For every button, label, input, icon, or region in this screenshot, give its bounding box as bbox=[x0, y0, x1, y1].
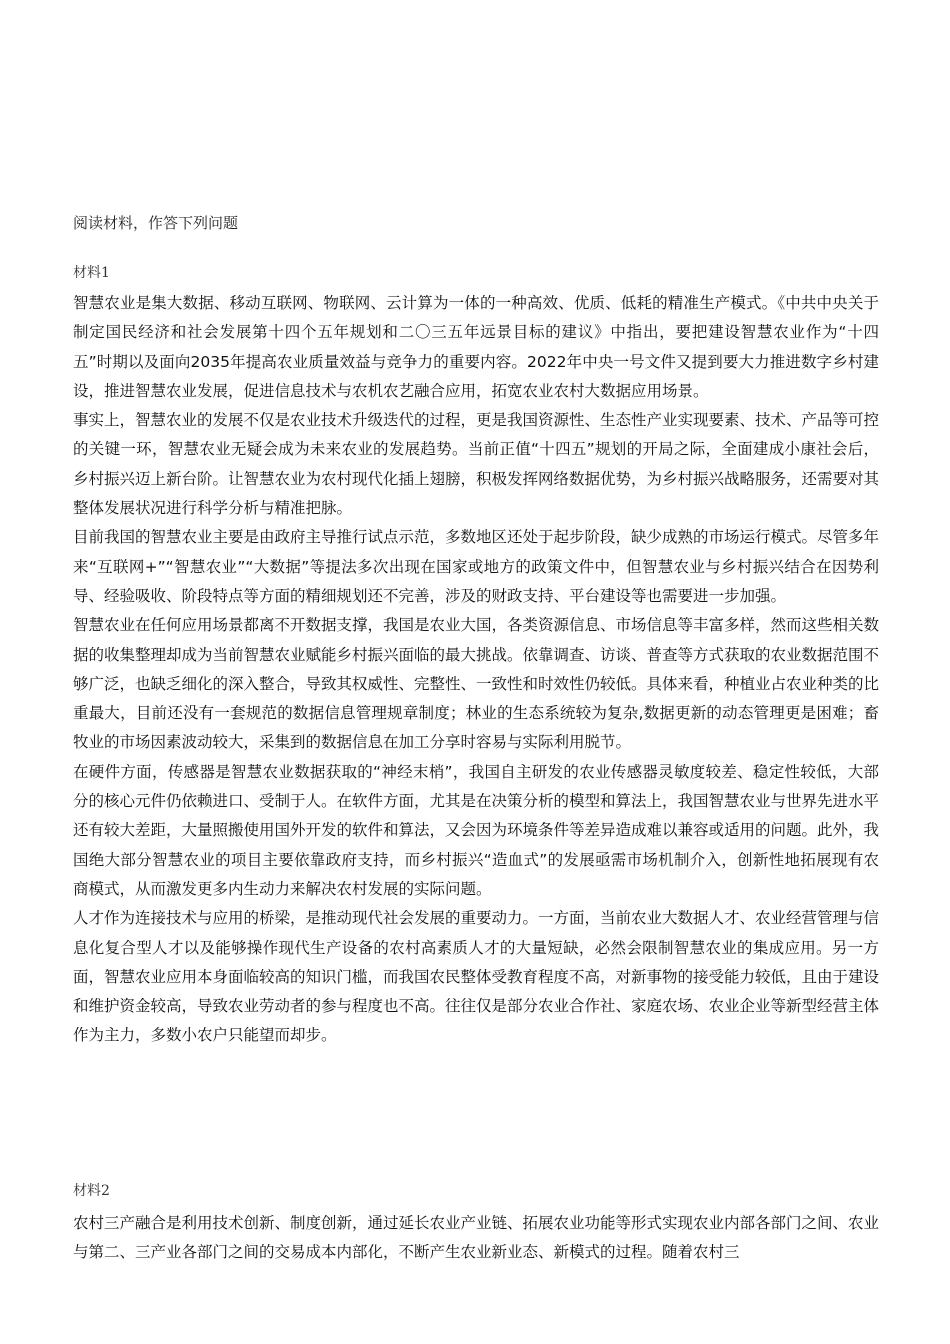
material-1-body bbox=[73, 289, 879, 1051]
material-1-paragraph-4: 智慧农业在任何应用场景都离不开数据支撑，我国是农业大国，各类资源信息、市场信息等丰富多样，然而这些相关数据的收集整理却成为当前智慧农业赋能乡村振兴面临的最大挑战。依靠调查、访谈、普查等方式获取的农业数据范围不够广泛，也缺乏细化的深入整合，导致其权威性、完整性、一致性和时效性仍较低。具体来看，种植业占农业种类的比重最大，目前还没有一套规范的数据信息管理规章制度；林业的生态系统较为复杂,数据更新的动态管理更是困难；畜牧业的市场因素波动较大，采集到的数据信息在加工分享时容易与实际利用脱节。 bbox=[73, 616, 880, 752]
material-2-paragraph-1: 农村三产融合是利用技术创新、制度创新，通过延长农业产业链、拓展农业功能等形式实现农业内部各部门之间、农业与第二、三产业各部门之间的交易成本内部化，不断产生农业新业态、新模式的过程。随着农村三 bbox=[73, 1214, 880, 1262]
material-1-label: 材料1 bbox=[73, 265, 110, 281]
instruction-text: 阅读材料，作答下列问题 bbox=[73, 214, 239, 232]
material-1-paragraph-1: 智慧农业是集大数据、移动互联网、物联网、云计算为一体的一种高效、优质、低耗的精准生产模式。《中共中央关于制定国民经济和社会发展第十四个五年规划和二〇三五年远景目标的建议》中指出，要把建设智慧农业作为“十四五”时期以及面向2035年提高农业质量效益与竞争力的重要内容。2022年中央一号文件又提到要大力推进数字乡村建设，推进智慧农业发展，促进信息技术与农机农艺融合应用，拓宽农业农村大数据应用场景。 bbox=[73, 294, 879, 400]
material-1-paragraph-6: 人才作为连接技术与应用的桥梁，是推动现代社会发展的重要动力。一方面，当前农业大数据人才、农业经营管理与信息化复合型人才以及能够操作现代生产设备的农村高素质人才的大量短缺，必然会限制智慧农业的集成应用。另一方面，智慧农业应用本身面临较高的知识门槛，而我国农民整体受教育程度不高，对新事物的接受能力较低，且由于建设和维护资金较高，导致农业劳动者的参与程度也不高。往往仅是部分农业合作社、家庭农场、农业企业等新型经营主体作为主力，多数小农户只能望而却步。 bbox=[73, 909, 880, 1045]
material-1-paragraph-3: 目前我国的智慧农业主要是由政府主导推行试点示范，多数地区还处于起步阶段，缺少成熟的市场运行模式。尽管多年来“互联网+”“智慧农业”“大数据”等提法多次出现在国家或地方的政策文件中，但智慧农业与乡村振兴结合在因势利导、经验吸收、阶段特点等方面的精细规划还不完善，涉及的财政支持、平台建设等也需要进一步加强。 bbox=[73, 528, 880, 605]
material-2-body bbox=[73, 1209, 879, 1268]
material-2-label: 材料2 bbox=[73, 1183, 110, 1199]
material-1-paragraph-5: 在硬件方面，传感器是智慧农业数据获取的“神经末梢”，我国自主研发的农业传感器灵敏度较差、稳定性较低，大部分的核心元件仍依赖进口、受制于人。在软件方面，尤其是在决策分析的模型和算法上，我国智慧农业与世界先进水平还有较大差距，大量照搬使用国外开发的软件和算法，又会因为环境条件等差异造成难以兼容或适用的问题。此外，我国绝大部分智慧农业的项目主要依靠政府支持，而乡村振兴“造血式”的发展亟需市场机制介入，创新性地拓展现有农商模式，从而激发更多内生动力来解决农村发展的实际问题。 bbox=[73, 762, 880, 898]
material-1-paragraph-2: 事实上，智慧农业的发展不仅是农业技术升级迭代的过程，更是我国资源性、生态性产业实现要素、技术、产品等可控的关键一环，智慧农业无疑会成为未来农业的发展趋势。当前正值“十四五”规划的开局之际，全面建成小康社会后，乡村振兴迈上新台阶。让智慧农业为农村现代化插上翅膀，积极发挥网络数据优势，为乡村振兴战略服务，还需要对其整体发展状况进行科学分析与精准把脉。 bbox=[73, 411, 880, 518]
